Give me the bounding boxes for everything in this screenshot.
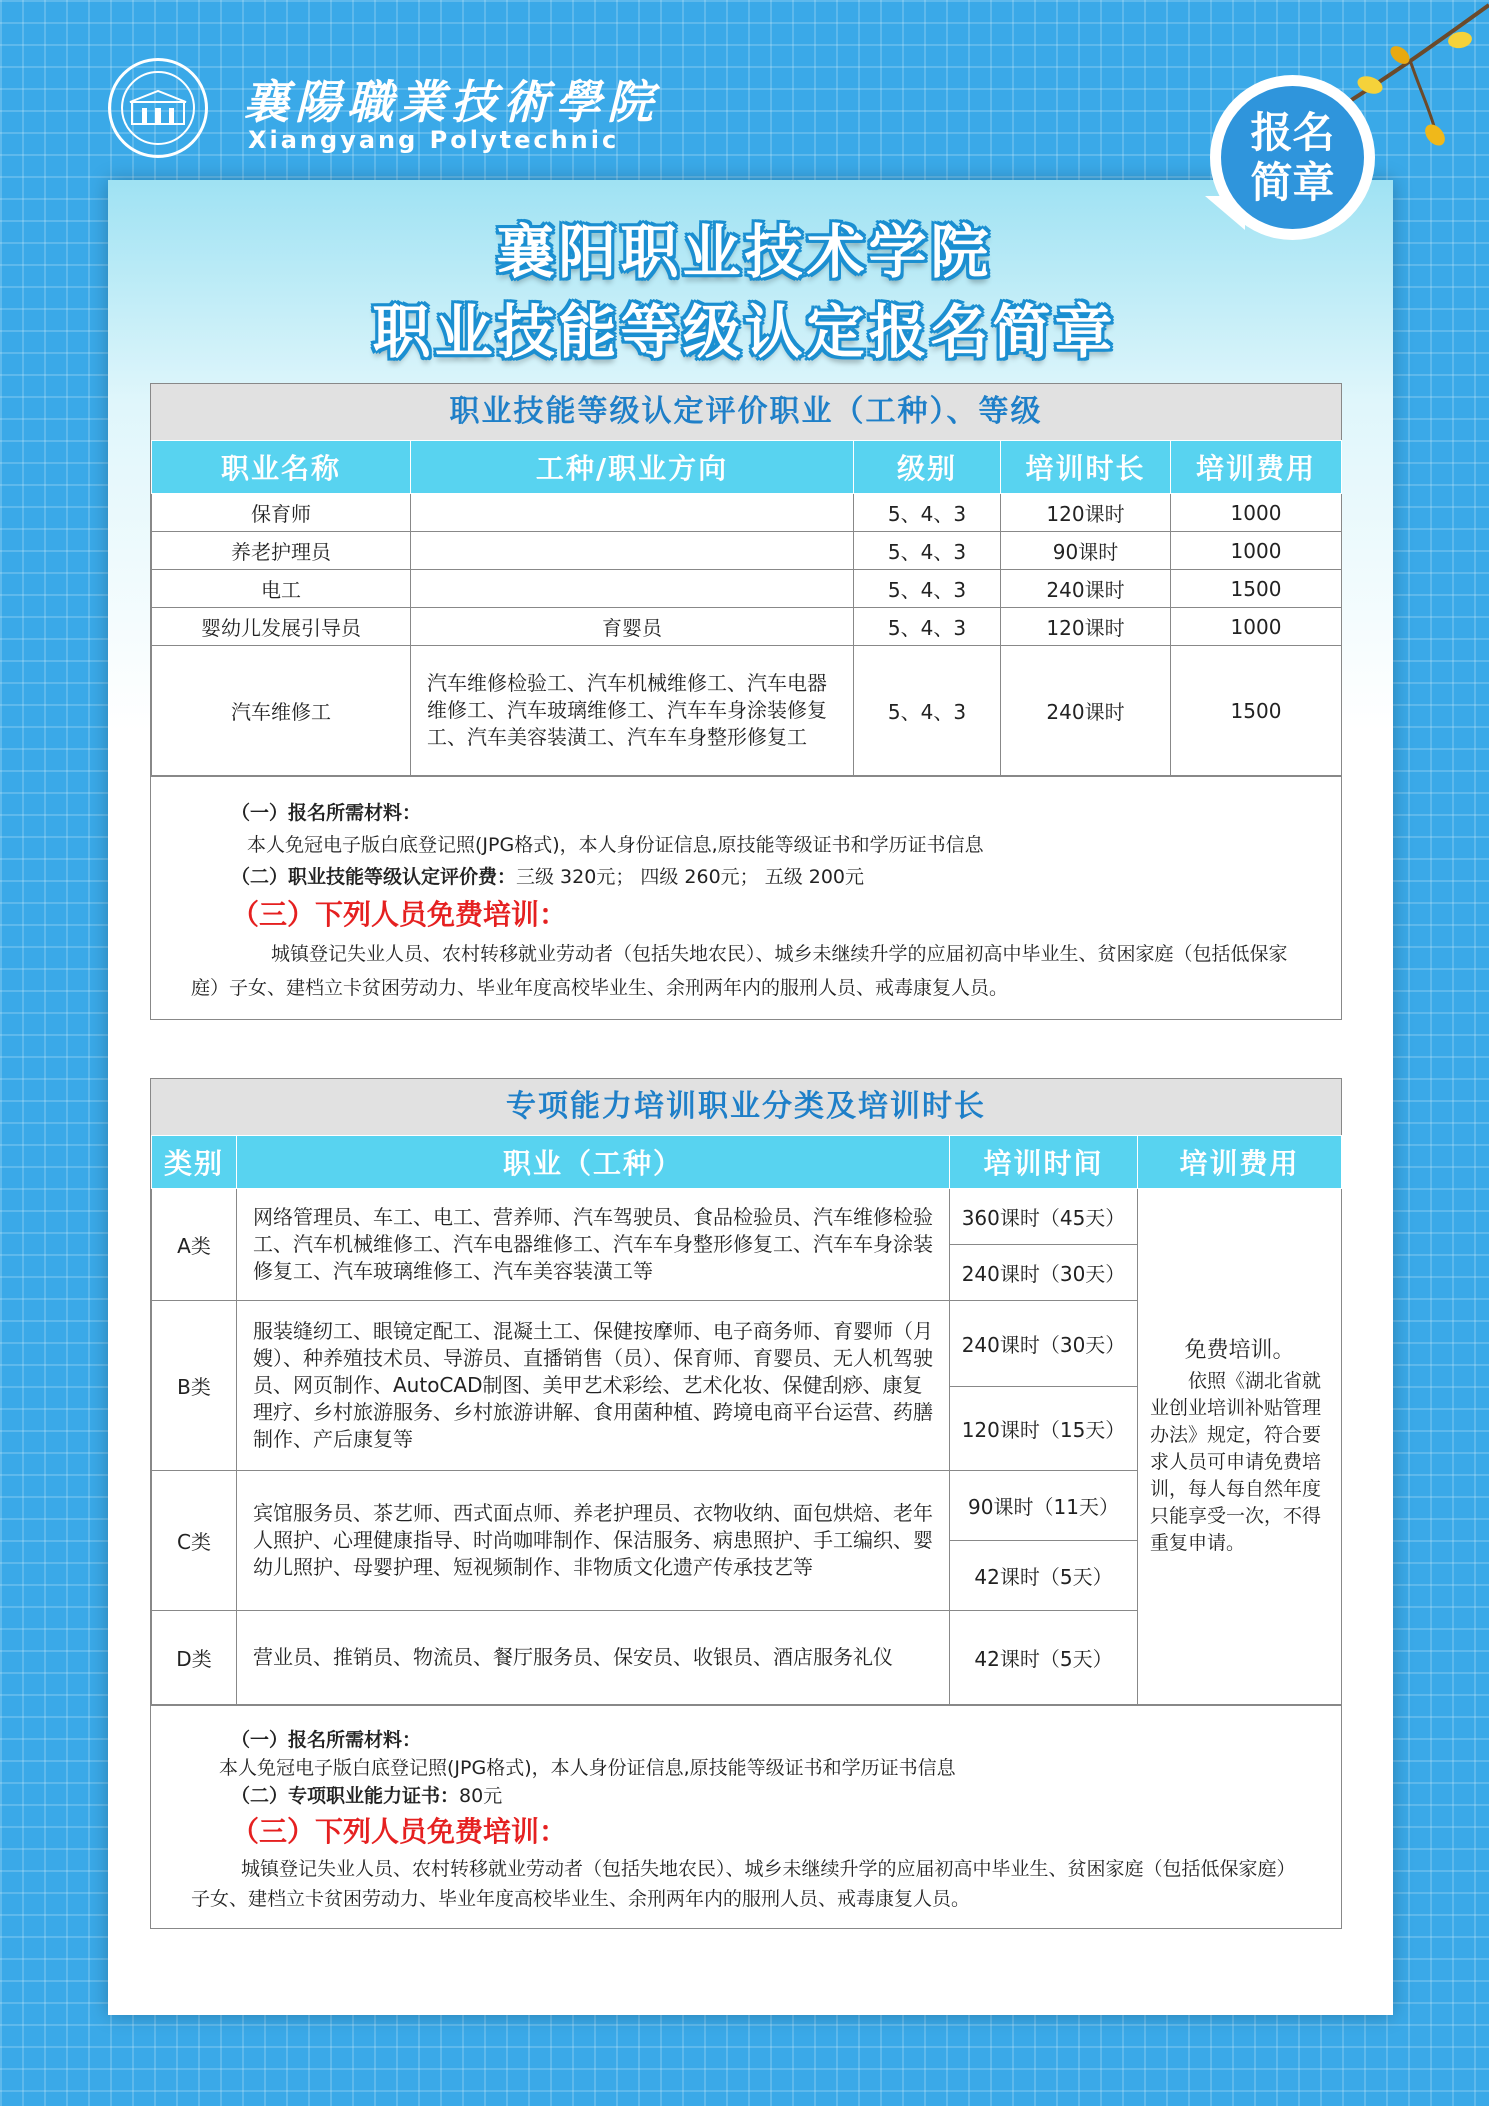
job-direction [411, 570, 854, 608]
note2-title: （二）专项职业能力证书： [231, 1785, 460, 1807]
section1-title: 职业技能等级认定评价职业（工种）、等级 [151, 384, 1341, 440]
job-level: 5、4、3 [854, 532, 1001, 570]
job-level: 5、4、3 [854, 608, 1001, 646]
section1-table [151, 440, 1342, 776]
job-direction [411, 532, 854, 570]
col-header: 培训时长 [1001, 441, 1171, 494]
training-time: 120课时（15天） [950, 1387, 1138, 1471]
title-line1: 襄阳职业技术学院 [496, 218, 993, 286]
note3-title: （三）下列人员免费培训： [231, 898, 568, 931]
job-name: 汽车维修工 [152, 646, 411, 776]
note2-text: 80元 [459, 1785, 503, 1807]
fee-title: 免费培训。 [1184, 1337, 1295, 1363]
col-header: 职业（工种） [237, 1136, 950, 1189]
section2-table [151, 1135, 1342, 1705]
job-fee: 1000 [1171, 494, 1342, 532]
job-name: 电工 [152, 570, 411, 608]
job-hours: 240课时 [1001, 570, 1171, 608]
job-fee: 1000 [1171, 532, 1342, 570]
note1-text: 本人免冠电子版白底登记照(JPG格式)，本人身份证信息,原技能等级证书和学历证书信息 [247, 834, 984, 856]
header [108, 58, 668, 158]
fee-cell [1138, 1189, 1342, 1705]
col-header: 职业名称 [152, 441, 411, 494]
job-direction [411, 494, 854, 532]
training-time: 360课时（45天） [950, 1189, 1138, 1245]
job-fee: 1500 [1171, 646, 1342, 776]
job-hours: 240课时 [1001, 646, 1171, 776]
col-header: 培训费用 [1138, 1136, 1342, 1189]
job-level: 5、4、3 [854, 494, 1001, 532]
section-special-training [150, 1078, 1342, 1929]
job-direction: 汽车维修检验工、汽车机械维修工、汽车电器维修工、汽车玻璃维修工、汽车车身涂装修复工、汽车美容装潢工、汽车车身整形修复工 [411, 646, 854, 776]
job-level: 5、4、3 [854, 646, 1001, 776]
badge-line2: 简章 [1250, 157, 1335, 207]
category-label: D类 [152, 1611, 237, 1705]
logo-emblem [121, 71, 195, 145]
job-hours: 90课时 [1001, 532, 1171, 570]
col-header: 工种/职业方向 [411, 441, 854, 494]
category-jobs: 服装缝纫工、眼镜定配工、混凝土工、保健按摩师、电子商务师、育婴师（月嫂）、种养殖技术员、导游员、直播销售（员）、保育师、育婴员、无人机驾驶员、网页制作、AutoCAD制图、美甲艺术彩绘、艺术化妆、保健刮痧、康复理疗、乡村旅游服务、乡村旅游讲解、食用菌种植、跨境电商平台运营、药膳制作、产后康复等 [237, 1301, 950, 1471]
fee-text: 依照《湖北省就业创业培训补贴管理办法》规定，符合要求人员可申请免费培训，每人每自然年度只能享受一次，不得重复申请。 [1150, 1369, 1322, 1554]
table-row [152, 532, 1342, 570]
school-logo [108, 58, 208, 158]
training-time: 42课时（5天） [950, 1541, 1138, 1611]
title-line2: 职业技能等级认定报名简章 [372, 298, 1117, 366]
table-row [152, 494, 1342, 532]
section1-notes [151, 776, 1341, 1019]
training-time: 90课时（11天） [950, 1471, 1138, 1541]
job-direction: 育婴员 [411, 608, 854, 646]
note2-text: 三级 320元； 四级 260元； 五级 200元 [516, 866, 865, 888]
table-row [152, 608, 1342, 646]
training-time: 240课时（30天） [950, 1245, 1138, 1301]
col-header: 类别 [152, 1136, 237, 1189]
section-skill-certification [150, 383, 1342, 1020]
col-header: 级别 [854, 441, 1001, 494]
table-row [152, 1189, 1342, 1245]
note3-text: 城镇登记失业人员、农村转移就业劳动者（包括失地农民）、城乡未继续升学的应届初高中毕业生、贫困家庭（包括低保家庭）子女、建档立卡贫困劳动力、毕业年度高校毕业生、余刑两年内的服刑人员、戒毒康复人员。 [191, 943, 1288, 999]
col-header: 培训费用 [1171, 441, 1342, 494]
category-jobs: 宾馆服务员、茶艺师、西式面点师、养老护理员、衣物收纳、面包烘焙、老年人照护、心理健康指导、时尚咖啡制作、保洁服务、病患照护、手工编织、婴幼儿照护、母婴护理、短视频制作、非物质文化遗产传承技艺等 [237, 1471, 950, 1611]
job-hours: 120课时 [1001, 608, 1171, 646]
table-row [152, 570, 1342, 608]
table-row [152, 646, 1342, 776]
note2-title: （二）职业技能等级认定评价费： [231, 866, 517, 888]
category-label: A类 [152, 1189, 237, 1301]
note1-title: （一）报名所需材料： [231, 1729, 422, 1751]
col-header: 培训时间 [950, 1136, 1138, 1189]
section1-header-row [152, 441, 1342, 494]
note1-title: （一）报名所需材料： [231, 802, 422, 824]
job-hours: 120课时 [1001, 494, 1171, 532]
job-name: 保育师 [152, 494, 411, 532]
building-icon [128, 88, 188, 128]
job-fee: 1000 [1171, 608, 1342, 646]
training-time: 240课时（30天） [950, 1301, 1138, 1387]
category-jobs: 营业员、推销员、物流员、餐厅服务员、保安员、收银员、酒店服务礼仪 [237, 1611, 950, 1705]
job-name: 婴幼儿发展引导员 [152, 608, 411, 646]
badge-line1: 报名 [1250, 107, 1335, 157]
school-name-cn: 襄陽職業技術學院 [243, 75, 659, 129]
training-time: 42课时（5天） [950, 1611, 1138, 1705]
job-name: 养老护理员 [152, 532, 411, 570]
category-label: C类 [152, 1471, 237, 1611]
section2-title: 专项能力培训职业分类及培训时长 [151, 1079, 1341, 1135]
category-jobs: 网络管理员、车工、电工、营养师、汽车驾驶员、食品检验员、汽车维修检验工、汽车机械维修工、汽车电器维修工、汽车车身整形修复工、汽车车身涂装修复工、汽车玻璃维修工、汽车美容装潢工等 [237, 1189, 950, 1301]
note3-title: （三）下列人员免费培训： [231, 1815, 568, 1848]
category-label: B类 [152, 1301, 237, 1471]
job-level: 5、4、3 [854, 570, 1001, 608]
school-name-en: Xiangyang Polytechnic [248, 126, 620, 154]
section2-notes [151, 1705, 1341, 1928]
job-fee: 1500 [1171, 570, 1342, 608]
section2-header-row [152, 1136, 1342, 1189]
note1-text: 本人免冠电子版白底登记照(JPG格式)，本人身份证信息,原技能等级证书和学历证书信息 [219, 1757, 956, 1779]
note3-text: 城镇登记失业人员、农村转移就业劳动者（包括失地农民）、城乡未继续升学的应届初高中毕业生、贫困家庭（包括低保家庭）子女、建档立卡贫困劳动力、毕业年度高校毕业生、余刑两年内的服刑人员、戒毒康复人员。 [191, 1858, 1296, 1910]
